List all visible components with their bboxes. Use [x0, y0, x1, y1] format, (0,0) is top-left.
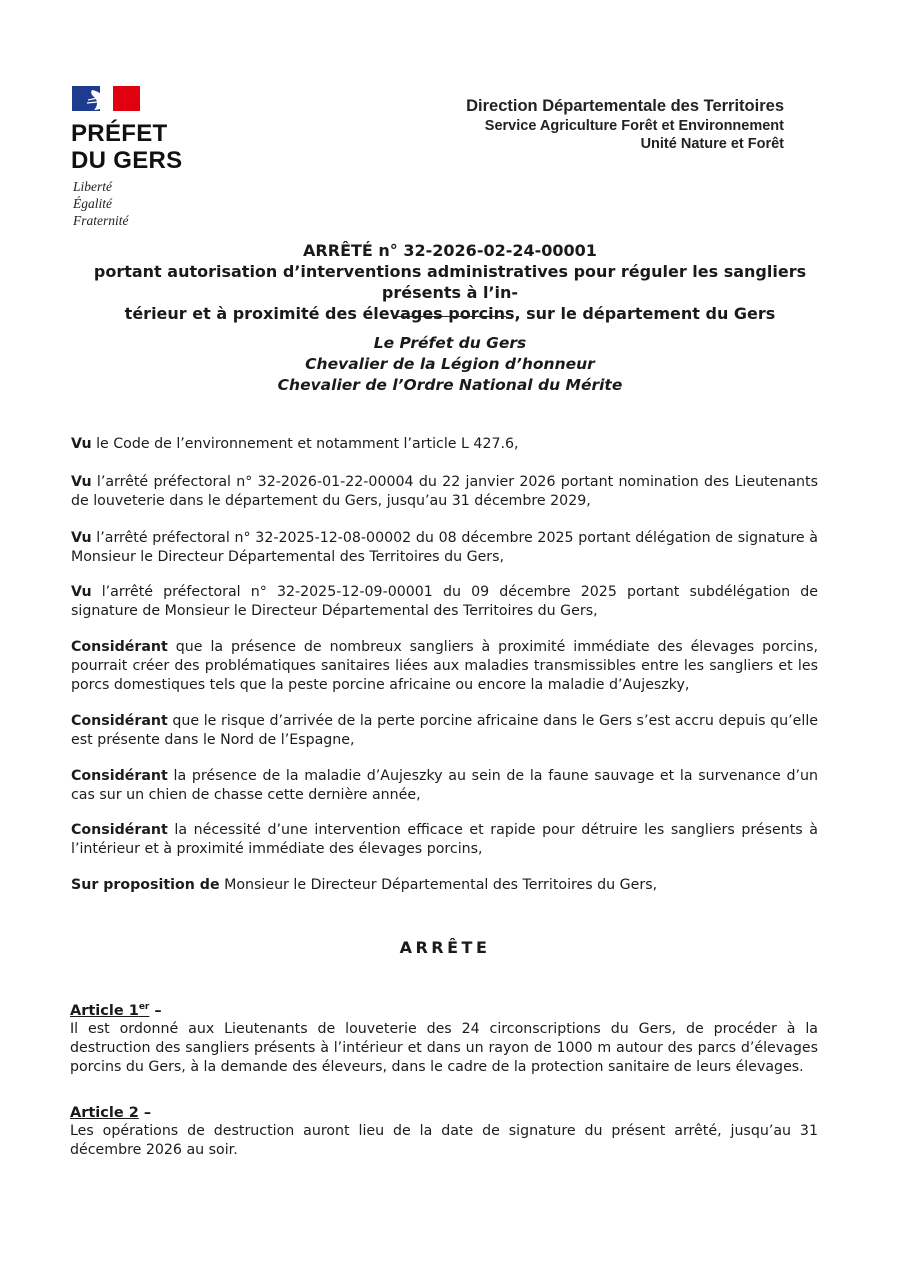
considerant-paragraph: [71, 712, 818, 750]
prefet-line-1: Le Préfet du Gers: [373, 334, 527, 352]
considerant-paragraph: [71, 821, 818, 859]
considerant-text: la nécessité d’une intervention efficace et rapide pour détruire les sangliers présents à l’intérieur et à proximité immédiate des élevages porcins,: [71, 822, 818, 857]
visa-text: le Code de l’environnement et notamment l’article L 427.6,: [91, 436, 519, 452]
article-2-title: [70, 1104, 151, 1123]
visa-keyword: Vu: [71, 584, 92, 600]
proposition-text: Monsieur le Directeur Départemental des Territoires du Gers,: [219, 877, 658, 893]
considerant-keyword: Considérant: [71, 768, 168, 784]
prefecture-line-1: PRÉFET: [71, 120, 168, 147]
article-2-dash: –: [138, 1105, 152, 1121]
prefecture-title: [71, 120, 182, 174]
article-1-title: [70, 1002, 162, 1021]
article-2-text: Les opérations de destruction auront lieu de la date de signature du présent arrêté, jusqu’au 31 décembre 2026 au soir.: [70, 1123, 818, 1158]
prefet-titles: [60, 333, 840, 396]
proposition-keyword: Sur proposition de: [71, 877, 220, 893]
direction-name: Direction Départementale des Territoires: [466, 97, 784, 115]
marianne-flag-icon: [72, 86, 140, 111]
proposition-paragraph: [71, 876, 818, 895]
article-1-text: Il est ordonné aux Lieutenants de louveterie des 24 circonscriptions du Gers, de procéder à la destruction des sangliers présents à l’intérieur et dans un rayon de 1000 m autour des parcs d’élevages porcins du Gers, à la demande des éleveurs, dans le cadre de la protection sanitaire de leurs élevages.: [70, 1021, 818, 1075]
visa-keyword: Vu: [71, 436, 92, 452]
motto-fraternite: Fraternité: [73, 213, 129, 228]
visa-paragraph: [71, 583, 818, 621]
article-2-label: Article 2: [70, 1105, 139, 1121]
considerant-text: que le risque d’arrivée de la perte porcine africaine dans le Gers s’est accru depuis qu’elle est présente dans le Nord de l’Espagne,: [71, 713, 818, 748]
visa-paragraph: [71, 529, 818, 567]
article-1-dash: –: [149, 1003, 162, 1019]
prefecture-line-2: DU GERS: [71, 147, 183, 174]
republic-motto: [73, 178, 129, 229]
motto-egalite: Égalité: [73, 196, 112, 211]
considerant-text: que la présence de nombreux sangliers à proximité immédiate des élevages porcins, pourrait créer des problématiques sanitaires liées aux maladies transmissibles entre les sangliers et les porcs domestiques tels que la peste porcine africaine ou encore la maladie d’Aujeszky,: [71, 639, 818, 693]
visa-text: l’arrêté préfectoral n° 32-2026-01-22-00004 du 22 janvier 2026 portant nomination des Lieutenants de louveterie dans le département du Gers, jusqu’au 31 décembre 2029,: [71, 474, 818, 509]
unit-name: Unité Nature et Forêt: [640, 136, 784, 152]
visa-text: l’arrêté préfectoral n° 32-2025-12-08-00002 du 08 décembre 2025 portant délégation de signature à Monsieur le Directeur Départemental des Territoires du Gers,: [71, 530, 818, 565]
prefet-line-2: Chevalier de la Légion d’honneur: [305, 355, 595, 373]
visa-text: l’arrêté préfectoral n° 32-2025-12-09-00001 du 09 décembre 2025 portant subdélégation de signature de Monsieur le Directeur Départemental des Territoires du Gers,: [71, 584, 818, 619]
considerant-paragraph: [71, 767, 818, 805]
visa-paragraph: [71, 473, 818, 511]
article-1-label: Article 1: [70, 1003, 139, 1019]
article-2-body: [70, 1122, 818, 1160]
flag-red-band: [113, 86, 140, 111]
considerant-keyword: Considérant: [71, 639, 168, 655]
decree-subject-line-1: portant autorisation d’interventions administratives pour réguler les sangliers présents à l’in-: [93, 262, 807, 302]
title-divider: [396, 316, 506, 317]
visa-keyword: Vu: [71, 474, 92, 490]
motto-liberte: Liberté: [73, 179, 112, 194]
prefet-line-3: Chevalier de l’Ordre National du Mérite: [277, 376, 623, 394]
considerant-paragraph: [71, 638, 818, 695]
visa-keyword: Vu: [71, 530, 92, 546]
considerant-keyword: Considérant: [71, 713, 168, 729]
article-1-body: [70, 1020, 818, 1077]
decree-title: [60, 240, 840, 324]
considerant-text: la présence de la maladie d’Aujeszky au sein de la faune sauvage et la survenance d’un cas sur un chien de chasse cette dernière année,: [71, 768, 818, 803]
article-1-sup: er: [138, 1002, 150, 1013]
decree-number: ARRÊTÉ n° 32-2026-02-24-00001: [303, 241, 597, 260]
decision-heading: ARRÊTE: [399, 938, 491, 957]
issuing-service: [466, 96, 784, 153]
service-name: Service Agriculture Forêt et Environnement: [484, 118, 784, 134]
considerant-keyword: Considérant: [71, 822, 168, 838]
visa-paragraph: [71, 435, 818, 454]
decree-subject-line-2: térieur et à proximité des élevages porcins, sur le département du Gers: [124, 304, 776, 323]
